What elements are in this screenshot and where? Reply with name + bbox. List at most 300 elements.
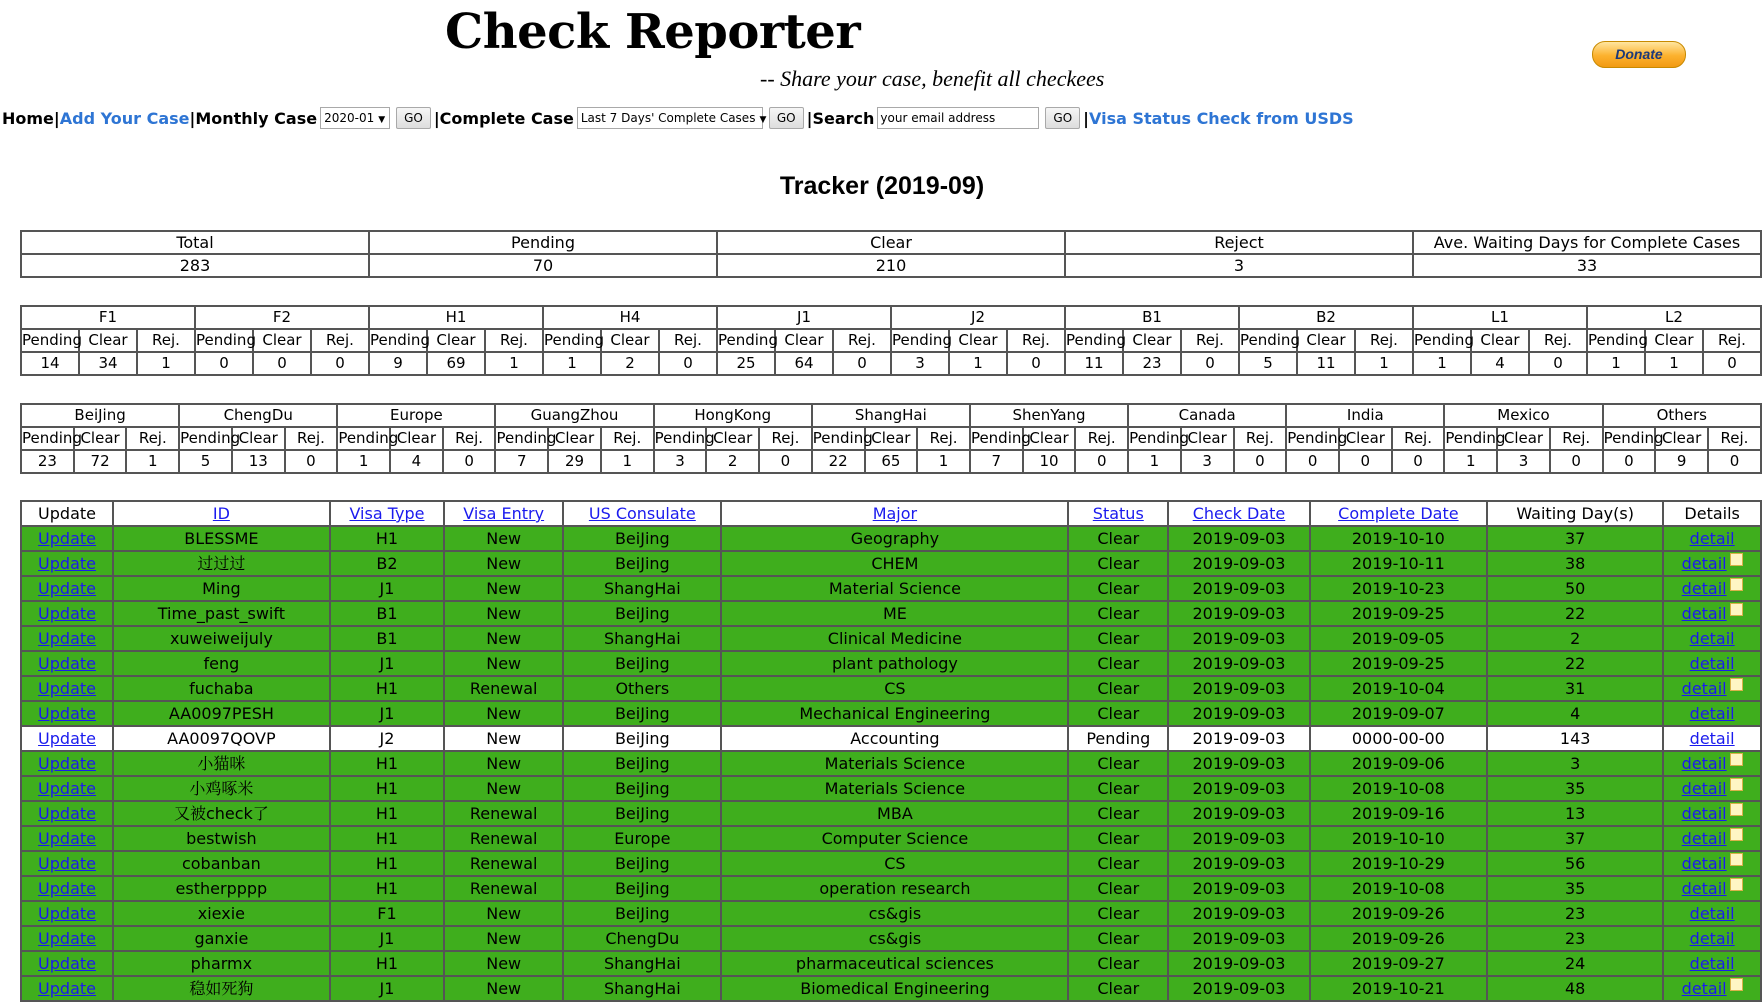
site-title: Check Reporter — [445, 4, 861, 60]
visa-type-value: 11 — [1297, 352, 1355, 375]
case-major: CS — [721, 851, 1068, 876]
case-consulate: BeiJing — [563, 901, 721, 926]
visa-type-value: 1 — [1355, 352, 1413, 375]
nav-monthly-case-label: Monthly Case — [195, 108, 318, 128]
update-cell — [21, 751, 113, 776]
consulate-subheader: Pending — [179, 427, 232, 450]
case-status: Clear — [1068, 601, 1168, 626]
visa-type-subheader: Clear — [1645, 329, 1703, 352]
case-check-date: 2019-09-03 — [1168, 851, 1309, 876]
case-consulate: BeiJing — [563, 776, 721, 801]
consulate-value: 1 — [917, 450, 970, 473]
visa-type-subheader: Rej. — [485, 329, 543, 352]
case-waiting-days: 24 — [1487, 951, 1663, 976]
summary-value: 33 — [1413, 254, 1761, 277]
case-major: pharmaceutical sciences — [721, 951, 1068, 976]
details-cell — [1663, 776, 1761, 801]
update-cell — [21, 726, 113, 751]
case-id: 稳如死狗 — [113, 976, 330, 1001]
consulate-subheader: Pending — [654, 427, 707, 450]
case-waiting-days: 48 — [1487, 976, 1663, 1001]
visa-type-name: B2 — [1239, 306, 1413, 329]
case-visa-type: B2 — [330, 551, 445, 576]
donate-button[interactable]: Donate — [1592, 41, 1686, 68]
detail-link[interactable]: detail — [1681, 579, 1727, 598]
visa-type-subheader: Pending — [543, 329, 601, 352]
case-complete-date: 2019-10-21 — [1310, 976, 1487, 1001]
nav-separator: | — [433, 108, 440, 128]
case-consulate: ChengDu — [563, 926, 721, 951]
case-check-date: 2019-09-03 — [1168, 976, 1309, 1001]
case-id: estherpppp — [113, 876, 330, 901]
update-link[interactable]: Update — [38, 554, 96, 573]
sort-by-major-link[interactable]: Major — [872, 504, 918, 523]
nav-separator: | — [1083, 108, 1089, 128]
case-consulate: Others — [563, 676, 721, 701]
case-check-date: 2019-09-03 — [1168, 551, 1309, 576]
case-id: 小猫咪 — [113, 751, 330, 776]
visa-type-subheader-row — [21, 329, 1761, 352]
table-row — [21, 776, 1761, 801]
case-visa-type: J1 — [330, 926, 445, 951]
update-link[interactable]: Update — [38, 704, 96, 723]
visa-type-value: 0 — [833, 352, 891, 375]
cases-body — [21, 526, 1761, 1001]
case-status: Clear — [1068, 676, 1168, 701]
note-icon — [1730, 878, 1743, 891]
cases-table — [20, 500, 1762, 1002]
table-row — [21, 601, 1761, 626]
consulate-value: 3 — [654, 450, 707, 473]
detail-link[interactable]: detail — [1681, 804, 1727, 823]
detail-link[interactable]: detail — [1689, 629, 1735, 648]
consulate-value: 0 — [1550, 450, 1603, 473]
detail-link[interactable]: detail — [1689, 904, 1735, 923]
update-link[interactable]: Update — [38, 654, 96, 673]
case-waiting-days: 3 — [1487, 751, 1663, 776]
nav-separator: | — [806, 108, 813, 128]
details-cell — [1663, 751, 1761, 776]
visa-type-value: 1 — [543, 352, 601, 375]
visa-type-value: 64 — [775, 352, 833, 375]
case-waiting-days: 22 — [1487, 651, 1663, 676]
details-cell — [1663, 526, 1761, 551]
sort-by-consulate-link[interactable]: US Consulate — [588, 504, 696, 523]
complete-case-select[interactable] — [577, 107, 767, 129]
consulate-name: India — [1286, 404, 1444, 427]
summary-table — [20, 230, 1762, 278]
visa-type-name: F1 — [21, 306, 195, 329]
consulate-subheader: Clear — [232, 427, 285, 450]
case-id: bestwish — [113, 826, 330, 851]
table-row — [21, 526, 1761, 551]
table-row — [21, 701, 1761, 726]
case-status: Clear — [1068, 626, 1168, 651]
detail-link[interactable]: detail — [1689, 654, 1735, 673]
consulate-value: 1 — [601, 450, 654, 473]
complete-go-button[interactable]: GO — [769, 107, 804, 129]
update-cell — [21, 526, 113, 551]
case-waiting-days: 22 — [1487, 601, 1663, 626]
consulate-subheader-row — [21, 427, 1761, 450]
sort-by-check-date-link[interactable]: Check Date — [1192, 504, 1286, 523]
case-major: Clinical Medicine — [721, 626, 1068, 651]
consulate-value: 22 — [812, 450, 865, 473]
visa-type-subheader: Pending — [21, 329, 79, 352]
dropdown-arrow-icon: ▼ — [378, 115, 386, 125]
summary-header: Total — [21, 231, 369, 254]
visa-type-value: 3 — [891, 352, 949, 375]
case-complete-date: 2019-09-07 — [1310, 701, 1487, 726]
visa-type-name: H4 — [543, 306, 717, 329]
summary-header: Reject — [1065, 231, 1413, 254]
dropdown-arrow-icon: ▼ — [759, 115, 767, 125]
details-cell — [1663, 626, 1761, 651]
case-check-date: 2019-09-03 — [1168, 526, 1309, 551]
visa-type-value: 69 — [427, 352, 485, 375]
case-status: Clear — [1068, 826, 1168, 851]
consulate-subheader: Clear — [1181, 427, 1234, 450]
detail-link[interactable]: detail — [1689, 704, 1735, 723]
visa-type-subheader: Rej. — [1355, 329, 1413, 352]
case-visa-entry: New — [444, 926, 563, 951]
update-link[interactable]: Update — [38, 929, 96, 948]
visa-type-table — [20, 305, 1762, 376]
case-visa-type: F1 — [330, 901, 445, 926]
consulate-subheader: Rej. — [601, 427, 654, 450]
monthly-case-select[interactable] — [320, 107, 390, 129]
visa-type-value: 0 — [195, 352, 253, 375]
visa-type-value: 0 — [253, 352, 311, 375]
update-link[interactable]: Update — [38, 679, 96, 698]
note-icon — [1730, 553, 1743, 566]
case-check-date: 2019-09-03 — [1168, 876, 1309, 901]
case-consulate: Europe — [563, 826, 721, 851]
table-row — [21, 551, 1761, 576]
visa-type-subheader: Clear — [427, 329, 485, 352]
consulate-subheader: Clear — [390, 427, 443, 450]
case-major: cs&gis — [721, 901, 1068, 926]
update-link[interactable]: Update — [38, 579, 96, 598]
consulate-value: 0 — [285, 450, 338, 473]
case-consulate: ShangHai — [563, 951, 721, 976]
consulate-value: 1 — [1128, 450, 1181, 473]
case-consulate: ShangHai — [563, 576, 721, 601]
visa-type-value: 1 — [137, 352, 195, 375]
case-visa-entry: Renewal — [444, 801, 563, 826]
case-check-date: 2019-09-03 — [1168, 926, 1309, 951]
case-check-date: 2019-09-03 — [1168, 901, 1309, 926]
visa-type-value: 0 — [659, 352, 717, 375]
visa-type-value: 1 — [485, 352, 543, 375]
consulate-subheader: Clear — [1497, 427, 1550, 450]
nav-add-case-link[interactable]: Add Your Case — [59, 108, 190, 128]
table-row — [21, 651, 1761, 676]
update-cell — [21, 676, 113, 701]
note-icon — [1730, 803, 1743, 816]
consulate-subheader: Rej. — [1234, 427, 1287, 450]
visa-type-subheader: Pending — [369, 329, 427, 352]
detail-link[interactable]: detail — [1689, 729, 1735, 748]
visa-type-value-row — [21, 352, 1761, 375]
sort-by-complete-date-link[interactable]: Complete Date — [1338, 504, 1459, 523]
consulate-name: ShangHai — [812, 404, 970, 427]
summary-value: 283 — [21, 254, 369, 277]
consulate-subheader: Rej. — [759, 427, 812, 450]
case-visa-entry: New — [444, 526, 563, 551]
monthly-case-select-value: 2020-01 — [324, 111, 375, 125]
monthly-go-button[interactable]: GO — [396, 107, 431, 129]
update-cell — [21, 651, 113, 676]
case-visa-entry: New — [444, 776, 563, 801]
visa-type-value: 2 — [601, 352, 659, 375]
case-status: Clear — [1068, 551, 1168, 576]
case-id: AA0097PESH — [113, 701, 330, 726]
case-id: AA0097QOVP — [113, 726, 330, 751]
note-icon — [1730, 978, 1743, 991]
search-go-button[interactable]: GO — [1045, 107, 1080, 129]
nav-search-label: Search — [812, 108, 875, 128]
complete-case-select-value: Last 7 Days' Complete Cases — [580, 111, 756, 125]
summary-header-row — [21, 231, 1761, 254]
visa-type-subheader: Rej. — [1181, 329, 1239, 352]
details-cell — [1663, 576, 1761, 601]
update-link[interactable]: Update — [38, 529, 96, 548]
note-icon — [1730, 828, 1743, 841]
visa-type-subheader: Pending — [891, 329, 949, 352]
case-consulate: BeiJing — [563, 726, 721, 751]
case-major: CS — [721, 676, 1068, 701]
case-visa-type: H1 — [330, 876, 445, 901]
update-link[interactable]: Update — [38, 904, 96, 923]
detail-link[interactable]: detail — [1681, 879, 1727, 898]
visa-type-value: 25 — [717, 352, 775, 375]
consulate-subheader: Clear — [548, 427, 601, 450]
note-icon — [1730, 853, 1743, 866]
consulate-value: 2 — [706, 450, 759, 473]
case-complete-date: 2019-09-16 — [1310, 801, 1487, 826]
detail-link[interactable]: detail — [1681, 754, 1727, 773]
detail-link[interactable]: detail — [1681, 604, 1727, 623]
visa-type-subheader: Pending — [1587, 329, 1645, 352]
visa-type-value: 0 — [1529, 352, 1587, 375]
case-visa-type: J1 — [330, 976, 445, 1001]
case-visa-entry: Renewal — [444, 676, 563, 701]
case-status: Clear — [1068, 751, 1168, 776]
detail-link[interactable]: detail — [1681, 979, 1727, 998]
case-visa-entry: Renewal — [444, 826, 563, 851]
case-major: Materials Science — [721, 776, 1068, 801]
case-visa-entry: Renewal — [444, 851, 563, 876]
case-visa-entry: New — [444, 576, 563, 601]
details-cell — [1663, 926, 1761, 951]
update-link[interactable]: Update — [38, 954, 96, 973]
case-complete-date: 2019-10-04 — [1310, 676, 1487, 701]
visa-type-value: 0 — [1007, 352, 1065, 375]
case-complete-date: 2019-09-25 — [1310, 601, 1487, 626]
case-id: pharmx — [113, 951, 330, 976]
case-status: Clear — [1068, 526, 1168, 551]
case-check-date: 2019-09-03 — [1168, 576, 1309, 601]
consulate-value: 72 — [74, 450, 127, 473]
consulate-value: 7 — [970, 450, 1023, 473]
summary-header: Pending — [369, 231, 717, 254]
visa-type-subheader: Clear — [775, 329, 833, 352]
case-status: Clear — [1068, 651, 1168, 676]
details-cell — [1663, 651, 1761, 676]
sort-by-visa-type-link[interactable]: Visa Type — [349, 504, 425, 523]
visa-type-subheader: Pending — [1065, 329, 1123, 352]
update-cell — [21, 601, 113, 626]
case-waiting-days: 56 — [1487, 851, 1663, 876]
note-icon — [1730, 578, 1743, 591]
consulate-subheader: Pending — [812, 427, 865, 450]
sort-by-id-link[interactable]: ID — [212, 504, 230, 523]
consulate-name: ChengDu — [179, 404, 337, 427]
update-link[interactable]: Update — [38, 629, 96, 648]
consulate-value: 1 — [126, 450, 179, 473]
consulate-subheader: Clear — [865, 427, 918, 450]
details-cell — [1663, 676, 1761, 701]
update-link[interactable]: Update — [38, 604, 96, 623]
visa-type-value: 0 — [1703, 352, 1761, 375]
update-link[interactable]: Update — [38, 729, 96, 748]
case-id: feng — [113, 651, 330, 676]
visa-type-subheader: Rej. — [1703, 329, 1761, 352]
case-visa-entry: New — [444, 901, 563, 926]
search-email-input[interactable]: your email address — [877, 107, 1039, 129]
details-cell — [1663, 726, 1761, 751]
visa-type-name: J1 — [717, 306, 891, 329]
visa-type-subheader: Clear — [601, 329, 659, 352]
consulate-value: 0 — [1075, 450, 1128, 473]
case-id: BLESSME — [113, 526, 330, 551]
sort-by-visa-entry-link[interactable]: Visa Entry — [463, 504, 545, 523]
nav-separator: | — [53, 108, 60, 128]
case-consulate: BeiJing — [563, 526, 721, 551]
visa-type-subheader: Pending — [195, 329, 253, 352]
case-status: Clear — [1068, 951, 1168, 976]
update-link[interactable]: Update — [38, 779, 96, 798]
case-visa-entry: New — [444, 951, 563, 976]
visa-type-value: 5 — [1239, 352, 1297, 375]
detail-link[interactable]: detail — [1681, 779, 1727, 798]
case-status: Clear — [1068, 901, 1168, 926]
detail-link[interactable]: detail — [1689, 529, 1735, 548]
update-cell — [21, 576, 113, 601]
case-major: Materials Science — [721, 751, 1068, 776]
case-id: xiexie — [113, 901, 330, 926]
cases-header-row — [21, 501, 1761, 526]
detail-link[interactable]: detail — [1681, 854, 1727, 873]
detail-link[interactable]: detail — [1681, 829, 1727, 848]
visa-type-value: 1 — [1413, 352, 1471, 375]
note-icon — [1730, 678, 1743, 691]
case-visa-entry: New — [444, 701, 563, 726]
consulate-subheader: Rej. — [443, 427, 496, 450]
consulate-subheader: Rej. — [1550, 427, 1603, 450]
consulate-name: Europe — [337, 404, 495, 427]
case-visa-type: H1 — [330, 526, 445, 551]
consulate-value: 0 — [1392, 450, 1445, 473]
sort-by-status-link[interactable]: Status — [1092, 504, 1144, 523]
table-row — [21, 676, 1761, 701]
visa-type-subheader: Clear — [1471, 329, 1529, 352]
col-header-update: Update — [21, 501, 113, 526]
case-check-date: 2019-09-03 — [1168, 676, 1309, 701]
visa-type-subheader: Rej. — [1007, 329, 1065, 352]
case-id: Ming — [113, 576, 330, 601]
table-row — [21, 626, 1761, 651]
details-cell — [1663, 951, 1761, 976]
case-complete-date: 2019-09-26 — [1310, 926, 1487, 951]
consulate-subheader: Clear — [74, 427, 127, 450]
update-link[interactable]: Update — [38, 879, 96, 898]
update-link[interactable]: Update — [38, 804, 96, 823]
case-waiting-days: 13 — [1487, 801, 1663, 826]
visa-type-subheader: Rej. — [137, 329, 195, 352]
site-slogan: -- Share your case, benefit all checkees — [760, 66, 1105, 91]
consulate-value: 0 — [1339, 450, 1392, 473]
case-visa-type: B1 — [330, 626, 445, 651]
detail-link[interactable]: detail — [1681, 679, 1727, 698]
visa-type-subheader: Rej. — [659, 329, 717, 352]
consulate-value: 13 — [232, 450, 285, 473]
summary-value: 70 — [369, 254, 717, 277]
nav-complete-case-label: Complete Case — [439, 108, 574, 128]
details-cell — [1663, 801, 1761, 826]
detail-link[interactable]: detail — [1689, 929, 1735, 948]
visa-type-value: 23 — [1123, 352, 1181, 375]
case-complete-date: 2019-09-25 — [1310, 651, 1487, 676]
case-waiting-days: 143 — [1487, 726, 1663, 751]
case-visa-entry: New — [444, 726, 563, 751]
visa-type-value: 1 — [1587, 352, 1645, 375]
case-consulate: BeiJing — [563, 751, 721, 776]
table-row — [21, 851, 1761, 876]
update-link[interactable]: Update — [38, 829, 96, 848]
update-link[interactable]: Update — [38, 979, 96, 998]
case-visa-entry: New — [444, 551, 563, 576]
case-waiting-days: 4 — [1487, 701, 1663, 726]
summary-value: 3 — [1065, 254, 1413, 277]
visa-type-value: 0 — [311, 352, 369, 375]
update-link[interactable]: Update — [38, 854, 96, 873]
table-row — [21, 901, 1761, 926]
case-status: Clear — [1068, 876, 1168, 901]
summary-header: Ave. Waiting Days for Complete Cases — [1413, 231, 1761, 254]
nav-home-link[interactable]: Home — [2, 108, 54, 128]
case-major: cs&gis — [721, 926, 1068, 951]
consulate-value: 9 — [1655, 450, 1708, 473]
update-link[interactable]: Update — [38, 754, 96, 773]
nav-visa-status-link[interactable]: Visa Status Check from USDS — [1088, 108, 1354, 128]
case-complete-date: 2019-10-11 — [1310, 551, 1487, 576]
case-waiting-days: 2 — [1487, 626, 1663, 651]
detail-link[interactable]: detail — [1689, 954, 1735, 973]
case-consulate: BeiJing — [563, 651, 721, 676]
consulate-name: HongKong — [654, 404, 812, 427]
consulate-value: 10 — [1023, 450, 1076, 473]
case-visa-type: J1 — [330, 651, 445, 676]
detail-link[interactable]: detail — [1681, 554, 1727, 573]
consulate-value: 7 — [495, 450, 548, 473]
case-complete-date: 2019-10-08 — [1310, 876, 1487, 901]
case-complete-date: 0000-00-00 — [1310, 726, 1487, 751]
case-check-date: 2019-09-03 — [1168, 751, 1309, 776]
case-status: Clear — [1068, 701, 1168, 726]
consulate-value: 5 — [179, 450, 232, 473]
